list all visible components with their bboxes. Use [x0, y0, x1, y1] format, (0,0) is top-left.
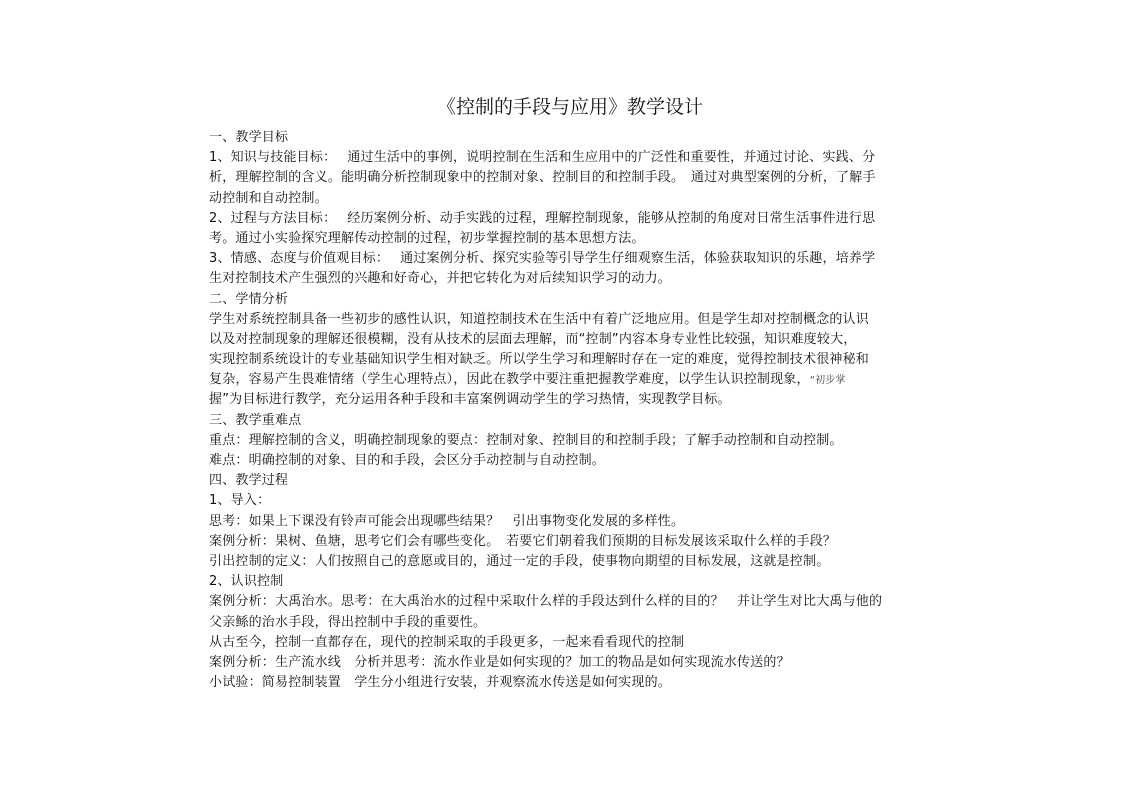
paragraph-line: 学生对系统控制具备一些初步的感性认识，知道控制技术在生活中有着广泛地应用。但是学生却对控制概念的认识 [209, 311, 870, 327]
paragraph-line: 案例分析：果树、鱼塘，思考它们会有哪些变化。 若要它们朝着我们预期的目标发展该采取什么样的手段？ [209, 533, 837, 549]
section-heading: 三、教学重难点 [209, 412, 302, 428]
paragraph-line: 实现控制系统设计的专业基础知识学生相对缺乏。所以学生学习和理解时存在一定的难度，觉得控制技术很神秘和 [209, 352, 870, 368]
section-heading: 一、教学目标 [209, 130, 289, 145]
section-heading: 四、教学过程 [209, 473, 289, 489]
paragraph-line: 思考：如果上下课没有铃声可能会出现哪些结果？ 引出事物变化发展的多样性。 [209, 513, 685, 529]
paragraph-line: 引出控制的定义：人们按照自己的意愿或目的，通过一定的手段，使事物向期望的目标发展，这就是控制。 [209, 553, 830, 569]
paragraph-line: 1、知识与技能目标： 通过生活中的事例，说明控制在生活和生应用中的广泛性和重要性，并通过讨论、实践、分 [209, 150, 876, 166]
document-body [209, 128, 929, 693]
paragraph-line: 3、情感、态度与价值观目标： 通过案例分析、探究实验等引导学生仔细观察生活，体验获取知识的乐趣，培养学 [209, 251, 876, 267]
page-title: 《控制的手段与应用》教学设计 [436, 96, 703, 118]
paragraph-line: 动控制和自动控制。 [209, 190, 328, 206]
paragraph-line: 生对控制技术产生强烈的兴趣和好奇心，并把它转化为对后续知识学习的动力。 [209, 271, 672, 287]
paragraph-line: 握”为目标进行教学，充分运用各种手段和丰富案例调动学生的学习热情，实现教学目标。 [209, 392, 731, 408]
paragraph-line: 从古至今，控制一直都存在，现代的控制采取的手段更多，一起来看看现代的控制 [209, 634, 685, 650]
paragraph-line: 重点：理解控制的含义，明确控制现象的要点：控制对象、控制目的和控制手段；了解手动控制和自动控制。 [209, 432, 843, 448]
paragraph-line: 2、过程与方法目标： 经历案例分析、动手实践的过程，理解控制现象，能够从控制的角度对日常生活事件进行思 [209, 210, 876, 226]
paragraph-line-text: 复杂，容易产生畏难情绪（学生心理特点），因此在教学中要注重把握教学难度，以学生认识控制现象， [209, 372, 810, 388]
paragraph-line: 以及对控制现象的理解还很模糊，没有从技术的层面去理解，而“控制”内容本身专业性比较强，知识难度较大， [209, 331, 857, 347]
subsection-heading: 2、认识控制 [209, 574, 284, 590]
paragraph-line: 父亲鲧的治水手段，得出控制中手段的重要性。 [209, 614, 487, 630]
paragraph-line [209, 370, 929, 390]
paragraph-line: 小试验：简易控制装置 学生分小组进行安装，并观察流水传送是如何实现的。 [209, 675, 672, 691]
paragraph-line: 案例分析：大禹治水。思考：在大禹治水的过程中采取什么样的手段达到什么样的目的？ 并让学生对比大禹与他的 [209, 594, 883, 610]
paragraph-line: 析，理解控制的含义。能明确分析控制现象中的控制对象、控制目的和控制手段。 通过对典型案例的分析，了解手 [209, 170, 876, 186]
paragraph-line: 难点：明确控制的对象、目的和手段，会区分手动控制与自动控制。 [209, 453, 606, 468]
paragraph-line: 考。通过小实验探究理解传动控制的过程，初步掌握控制的基本思想方法。 [209, 230, 645, 246]
subsection-heading: 1、导入： [209, 493, 271, 509]
paragraph-line: 案例分析：生产流水线 分析并思考：流水作业是如何实现的？加工的物品是如何实现流水传送的？ [209, 654, 790, 670]
section-heading: 二、学情分析 [209, 291, 289, 307]
small-quote-fragment: “初步掌 [809, 375, 846, 387]
